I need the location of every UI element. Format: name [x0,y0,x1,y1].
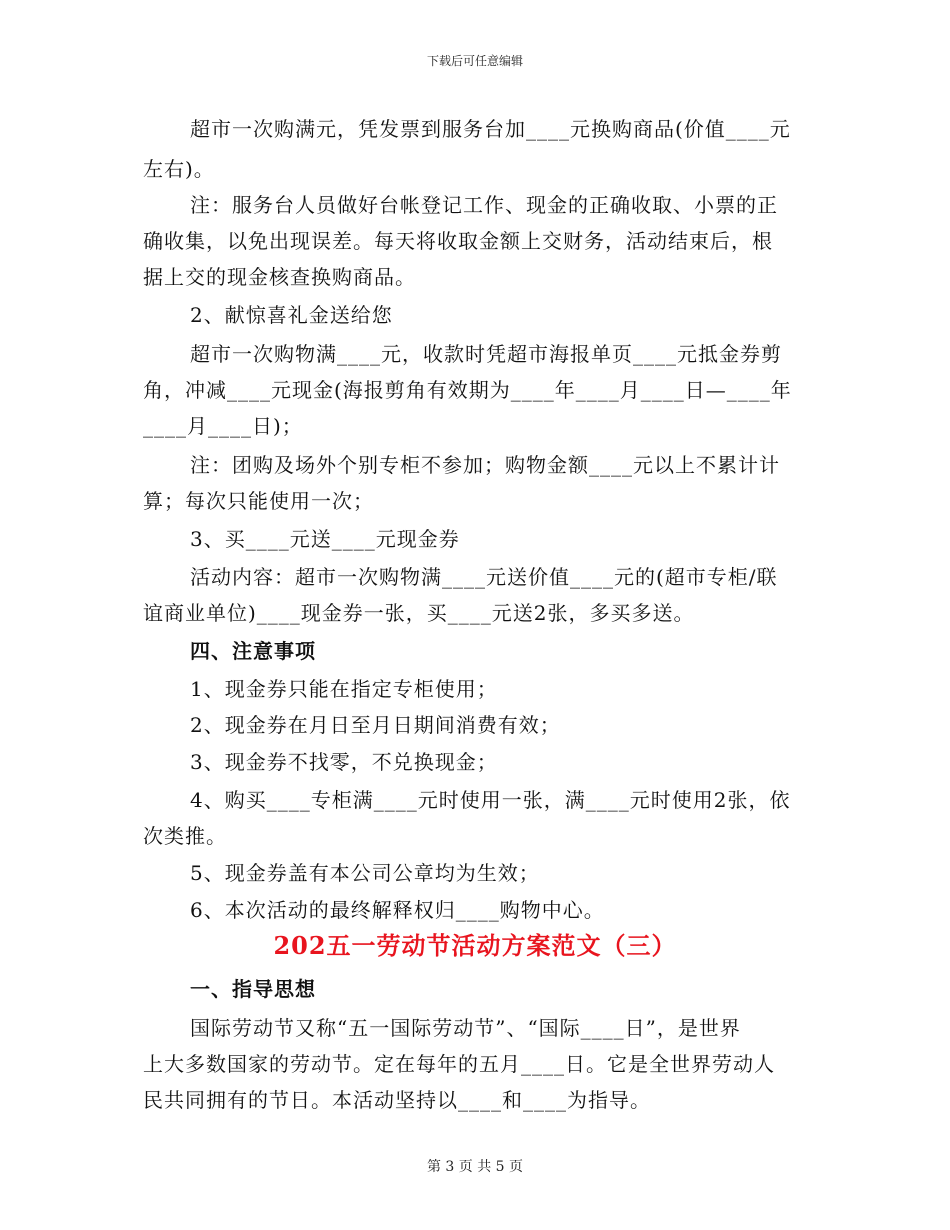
text-line: 3、买____元送____元现金券 [190,527,460,551]
page-header: 下载后可任意编辑 [426,54,523,68]
text-line: 确收集，以免出现误差。每天将收取金额上交财务，活动结束后，根 [143,229,773,253]
text-line: 据上交的现金核查换购商品。 [143,265,416,289]
text-line: 注：服务台人员做好台帐登记工作、现金的正确收取、小票的正 [190,193,778,217]
text-line: 1、现金券只能在指定专柜使用； [190,677,498,701]
text-line: 超市一次购满元，凭发票到服务台加____元换购商品(价值____元 [190,117,791,141]
text-line: 5、现金券盖有本公司公章均为生效； [190,861,540,885]
section-heading: 一、指导思想 [190,977,316,1001]
section-heading: 四、注意事项 [190,639,316,663]
text-line: 6、本次活动的最终解释权归____购物中心。 [190,898,605,922]
text-line: 次类推。 [143,824,227,848]
text-line: 民共同拥有的节日。本活动坚持以____和____为指导。 [143,1088,651,1112]
text-line: 谊商业单位)____现金券一张，买____元送2张，多买多送。 [143,601,695,625]
text-line: 注：团购及场外个别专柜不参加；购物金额____元以上不累计计 [190,453,780,477]
text-line: ____月____日)； [143,414,303,438]
text-line: 2、献惊喜礼金送给您 [190,303,393,327]
text-line: 4、购买____专柜满____元时使用一张，满____元时使用2张，依 [190,788,791,812]
text-line: 国际劳动节又称“五一国际劳动节”、“国际____日”，是世界 [190,1016,741,1040]
text-line: 活动内容：超市一次购物满____元送价值____元的(超市专柜/联 [190,565,778,589]
text-line: 2、现金券在月日至月日期间消费有效； [190,713,561,737]
text-line: 算；每次只能使用一次； [143,489,374,513]
text-line: 角，冲减____元现金(海报剪角有效期为____年____月____日—____年 [143,378,792,402]
text-line: 超市一次购物满____元，收款时凭超市海报单页____元抵金券剪 [190,342,782,366]
text-line: 左右)。 [143,157,215,181]
text-line: 3、现金券不找零，不兑换现金； [190,750,498,774]
page-footer: 第 3 页 共 5 页 [426,1159,524,1175]
section-title: 202五一劳动节活动方案范文（三） [273,931,677,960]
text-line: 上大多数国家的劳动节。定在每年的五月____日。它是全世界劳动人 [143,1052,775,1076]
